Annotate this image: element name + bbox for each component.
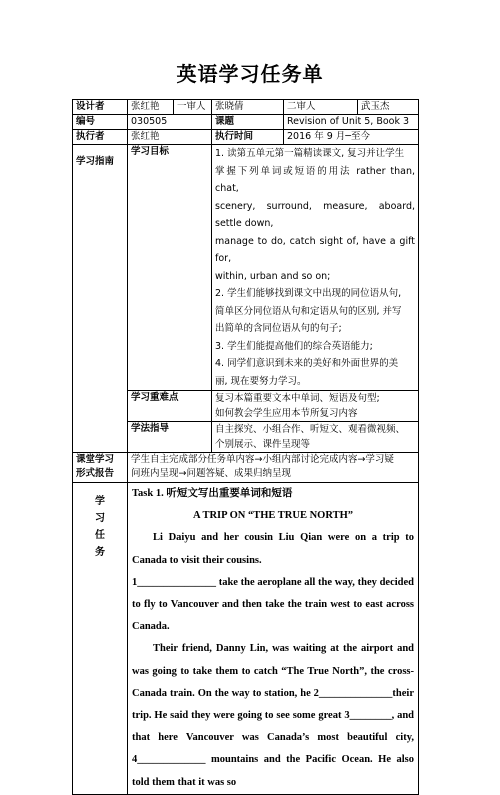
objective-line: 掌握下列单词或短语的用法 rather than, chat, [215, 165, 415, 194]
method-line: 个别展示、课件呈现等 [215, 439, 311, 450]
number-label: 编号 [73, 115, 128, 130]
objective-line: 4. 同学们意识到未来的美好和外面世界的美 [215, 358, 399, 369]
story-title: A TRIP ON “THE TRUE NORTH” [193, 510, 353, 522]
key-point-line: 复习本篇重要文本中单词、短语及句型; [215, 393, 380, 404]
story-paragraph: Li Daiyu and her cousin Liu Qian were on a trip to Canada to visit their cousins. [132, 532, 414, 566]
designer-row [73, 100, 419, 115]
method-line: 自主探究、小组合作、听短文、观看微视频、 [215, 424, 406, 435]
objective-line: 丽, 现在要努力学习。 [215, 375, 307, 387]
topic-label: 课题 [212, 115, 284, 130]
designer-label: 设计者 [73, 100, 128, 115]
objective-line: 2. 学生们能够找到课文中出现的同位语从句, [215, 288, 402, 299]
objective-line: manage to do, catch sight of, have a gift for, [215, 235, 415, 264]
objective-line: scenery, surround, measure, aboard, settle down, [215, 200, 415, 229]
time-value: 2016 年 9 月─至今 [284, 130, 419, 145]
first-reviewer-value: 张晓倩 [212, 100, 284, 115]
objective-line: 简单区分同位语从句和定语从句的区别, 并写 [215, 305, 402, 317]
classroom-line: 问班内呈现→问题答疑、成果归纳呈现 [131, 468, 291, 479]
objectives-content [212, 145, 419, 391]
designer-value: 张红艳 [128, 100, 174, 115]
classroom-row [73, 453, 419, 483]
task-label-char: 务 [95, 547, 105, 558]
page-title: 英语学习任务单 [176, 62, 324, 86]
objective-line: within, urban and so on; [215, 270, 331, 282]
classroom-label-line: 形式报告 [76, 468, 115, 479]
objective-line: 3. 学生们能提高他们的综合英语能力; [215, 340, 373, 352]
executor-label: 执行者 [73, 130, 128, 145]
key-points-label: 学习重难点 [128, 391, 212, 422]
task-label-char: 学 [95, 496, 105, 507]
task-content [128, 483, 419, 795]
objectives-label: 学习目标 [128, 145, 212, 391]
method-content [212, 422, 419, 453]
key-point-line: 如何教会学生应用本节所复习内容 [215, 408, 358, 419]
task-label-char: 习 [95, 513, 105, 524]
guide-section-label: 学习指南 [73, 145, 128, 453]
time-label: 执行时间 [212, 130, 284, 145]
classroom-content [128, 453, 419, 483]
executor-row [73, 130, 419, 145]
task-sheet-table [72, 99, 418, 795]
story-paragraph: Their friend, Danny Lin, was waiting at the airport and was going to take them to catch “The True North”, the cross-Canada train. On the way to station, he 2______________their trip. He said they were going to see some great 3________, and that here Vancouver was Canada’s most beautiful city, 4_____________ mountains and the Pacific Ocean. He also told them that it was so [132, 643, 414, 788]
first-reviewer-label: 一审人 [174, 100, 212, 115]
task1-title: Task 1. 听短文写出重要单词和短语 [132, 488, 293, 499]
objective-line: 出简单的含同位语从句的句子; [215, 323, 342, 334]
story-paragraph: 1_______________ take the aeroplane all the way, they decided to fly to Vancouver and then take the train west to east across Canada. [132, 576, 414, 633]
classroom-label [73, 453, 128, 483]
key-points-content [212, 391, 419, 422]
task-label-char: 任 [95, 530, 105, 541]
objective-line: 1. 读第五单元第一篇精读课文, 复习并让学生 [215, 148, 405, 159]
executor-value: 张红艳 [128, 130, 212, 145]
second-reviewer-label: 二审人 [284, 100, 358, 115]
objectives-row [73, 145, 419, 391]
method-label: 学法指导 [128, 422, 212, 453]
number-row [73, 115, 419, 130]
topic-value: Revision of Unit 5, Book 3 [284, 115, 419, 130]
number-value: 030505 [128, 115, 212, 130]
classroom-label-line: 课堂学习 [76, 454, 115, 465]
second-reviewer-value: 武玉杰 [358, 100, 419, 115]
task-section-label [73, 483, 128, 795]
task-row [73, 483, 419, 795]
classroom-line: 学生自主完成部分任务单内容→小组内部讨论完成内容→学习疑 [131, 454, 394, 465]
